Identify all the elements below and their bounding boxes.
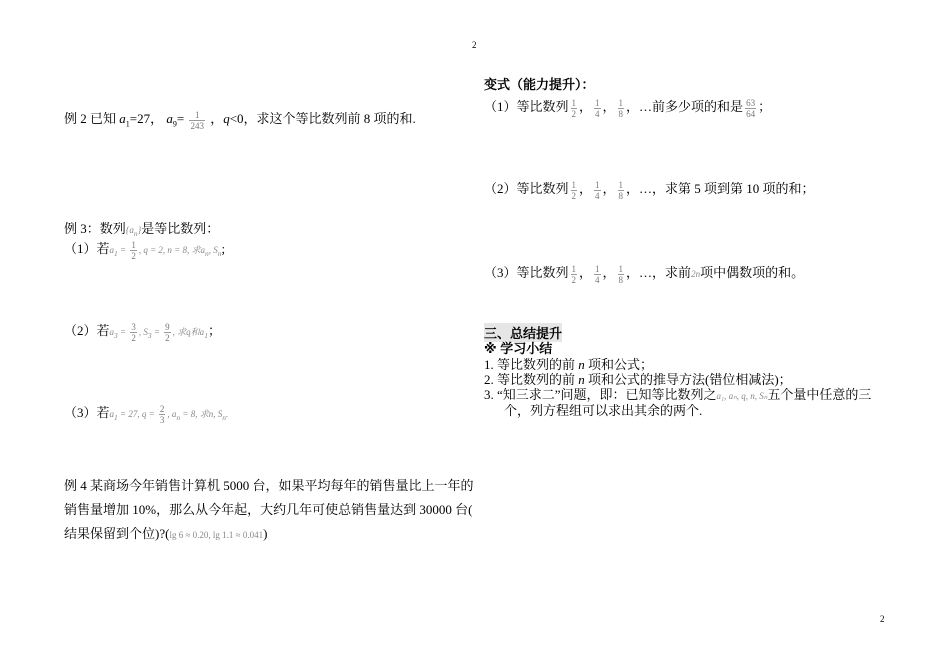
part-2-label: （2）若 (64, 323, 110, 338)
q-var: q (223, 111, 230, 126)
v1-frac-2: $\frac{1}{4}$ (595, 97, 600, 119)
comma: ， (210, 111, 224, 126)
summary-item-3-continued: 个，列方程组可以求出其余的两个. (504, 403, 703, 418)
v3-frac-2: $\frac{1}{4}$ (595, 263, 600, 285)
a1-sub: 1 (125, 119, 130, 129)
example-3-suffix: 是等比数列： (141, 221, 220, 236)
sequence-symbol: $\{a_n\}$ (125, 225, 142, 238)
v3-frac-1: $\frac{1}{2}$ (571, 263, 577, 285)
part-2-math: $a_3$ = (109, 327, 129, 340)
variant-title: 变式（能力提升）： (484, 77, 595, 92)
a9-eq: = (176, 111, 185, 126)
part-3-label: （3）若 (64, 405, 110, 420)
a9-frac-num: 1 (189, 110, 205, 121)
example-4-line-3: 结果保留到个位)?(lg 6 ≈ 0.20, lg 1.1 ≈ 0.041) (64, 526, 268, 541)
variant-1-label: （1）等比数列 (484, 99, 569, 114)
part-3-math-rest: , $a_n = 8$, 求n, $S_n$. (167, 409, 229, 422)
example-3-part-3 (64, 402, 228, 425)
part-2-end: ； (207, 323, 221, 338)
v3-frac-3: $\frac{1}{8}$ (618, 263, 624, 285)
summary-subtitle: ※ 学习小结 (484, 341, 553, 356)
example-4-line-1: 例 4 某商场今年销售计算机 5000 台，如果平均每年的销售量比上一年的 (64, 478, 474, 493)
variant-2: （2）等比数列 $\frac{1}{2}$ ， $\frac{1}{4}$ ， $\frac{1}{8}$ ，…，求第 5 项到第 10 项的和； (484, 179, 815, 201)
example-2 (64, 108, 416, 131)
example-2-prefix: 例 2 已知 (64, 111, 117, 126)
page-number-top: 2 (472, 40, 477, 50)
example-3-title (64, 218, 219, 238)
summary-section-title: 三、总结提升 (484, 323, 562, 342)
part-1-end: ; (221, 241, 226, 256)
variant-2-label: （2）等比数列 (484, 181, 569, 196)
part-1-fraction: $\frac{1}{2}$ (131, 239, 136, 261)
example-3-prefix: 例 3：数列 (64, 221, 126, 236)
example-3-part-2 (64, 320, 221, 343)
q-condition: <0，求这个等比数列前 8 项的和. (229, 111, 416, 126)
part-2-math-mid: , $S_3$ = (138, 327, 163, 340)
log-values: lg 6 ≈ 0.20, lg 1.1 ≈ 0.041 (169, 530, 264, 540)
variant-3: （3）等比数列 $\frac{1}{2}$ ， $\frac{1}{4}$ ， $\frac{1}{8}$ ，…，求前2n项中偶数项的和。 (484, 263, 805, 285)
page-number-bottom: 2 (880, 614, 885, 624)
summary-item-3: 3. “知三求二”问题，即：已知等比数列之a₁, aₙ, q, n, Sₙ五个量中任意的三 (484, 387, 872, 402)
v2-frac-3: $\frac{1}{8}$ (618, 179, 624, 201)
part-1-math-rest: , q = 2, n = 8, 求$a_n$, $S_n$ (138, 245, 222, 258)
part-2-math-rest: , 求q和$a_1$ (172, 327, 208, 340)
variant-3-text-b: 项中偶数项的和。 (700, 265, 805, 280)
part-1-math: $a_1$ = (109, 245, 129, 258)
v1-frac-3: $\frac{1}{8}$ (618, 97, 624, 119)
part-3-fraction: $\frac{2}{3}$ (159, 403, 165, 425)
variant-1-text: ，…前多少项的和是 (626, 99, 744, 114)
part-1-label: （1）若 (64, 241, 110, 256)
variant-2-text: ，…，求第 5 项到第 10 项的和； (626, 181, 815, 196)
summary-item-1: 1. 等比数列的前 n 项和公式； (484, 357, 654, 372)
v1-frac-1: $\frac{1}{2}$ (571, 97, 577, 119)
variant-3-math: 2n (691, 269, 701, 279)
v2-frac-1: $\frac{1}{2}$ (571, 179, 577, 201)
example-4 (64, 474, 474, 547)
five-quantities-math: a₁, aₙ, q, n, Sₙ (716, 391, 768, 401)
summary-item-2: 2. 等比数列的前 n 项和公式的推导方法(错位相减法)； (484, 372, 792, 387)
example-3-part-1 (64, 238, 225, 261)
a1-value: =27， (129, 111, 164, 126)
variant-3-label: （3）等比数列 (484, 265, 569, 280)
a1-var: a (119, 111, 126, 126)
a9-var: a (166, 111, 173, 126)
a9-fraction (189, 110, 205, 131)
v1-frac-sum: $\frac{63}{64}$ (746, 97, 756, 119)
variant-3-text-a: ，…，求前 (626, 265, 692, 280)
example-4-line-2: 销售量增加 10%，那么从今年起，大约几年可使总销售量达到 30000 台( (64, 502, 473, 517)
a9-frac-den: 243 (190, 120, 204, 131)
part-3-math: $a_1 = 27$, q = (109, 409, 157, 422)
part-2-fraction-1: $\frac{3}{2}$ (131, 321, 136, 343)
variant-1: （1）等比数列 $\frac{1}{2}$ ， $\frac{1}{4}$ ， $\frac{1}{8}$ ，…前多少项的和是 $\frac{63}{64}$ ； (484, 97, 772, 119)
part-2-fraction-2: $\frac{9}{2}$ (165, 321, 170, 343)
v2-frac-2: $\frac{1}{4}$ (595, 179, 600, 201)
a9-sub: 9 (172, 119, 177, 129)
